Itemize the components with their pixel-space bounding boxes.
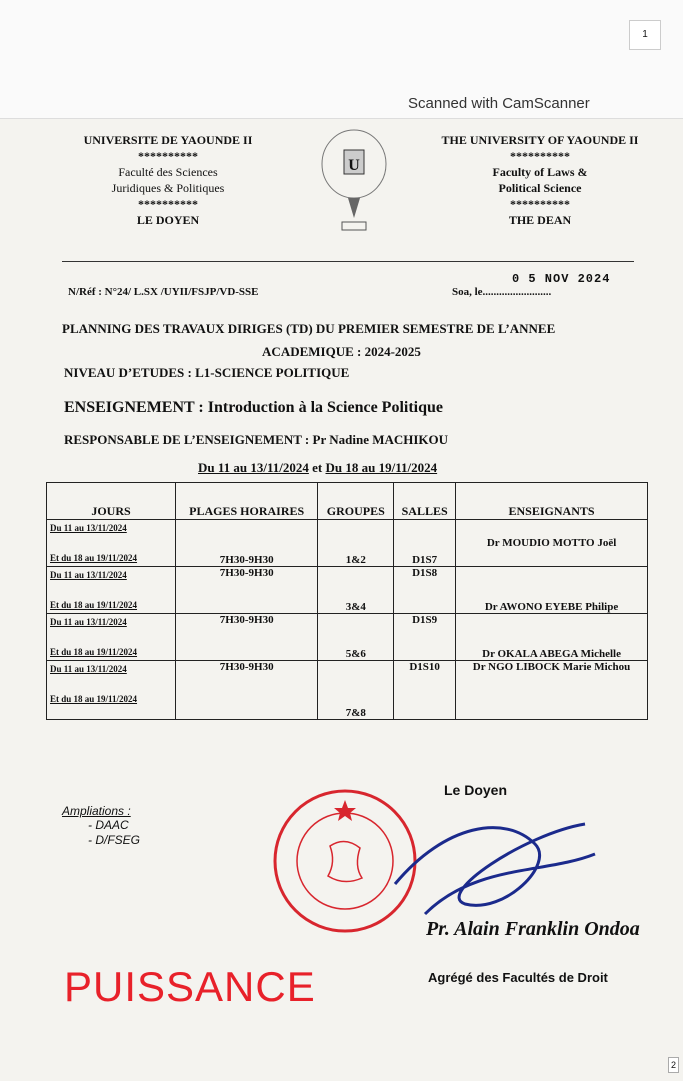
hours-cell: 7H30-9H30	[176, 567, 318, 614]
table-row	[47, 614, 648, 661]
groups-cell: 1&2	[318, 520, 394, 567]
signatory-role: Le Doyen	[444, 782, 508, 798]
scanner-top-strip	[0, 0, 683, 119]
table-header-row	[47, 483, 648, 520]
ampliations	[62, 804, 140, 848]
document-title-line2: ACADEMIQUE : 2024-2025	[262, 344, 421, 359]
place-date: Soa, le.........................	[452, 286, 552, 298]
corner-page-number: 2	[668, 1057, 679, 1073]
col-header-groupes: GROUPES	[318, 483, 394, 520]
teacher-cell: Dr NGO LIBOCK Marie Michou	[456, 661, 648, 720]
header-right-line1: THE UNIVERSITY OF YAOUNDE II	[441, 133, 639, 147]
page-indicator: 1	[629, 20, 661, 50]
course-title: ENSEIGNEMENT : Introduction à la Science Politique	[64, 399, 443, 416]
header-right	[420, 132, 660, 229]
header-divider	[62, 261, 634, 262]
day-range-a: Du 11 au 13/11/2024	[50, 570, 127, 580]
groups-cell: 5&6	[318, 614, 394, 661]
header-left-stars2: **********	[138, 197, 198, 211]
room-cell: D1S9	[394, 614, 456, 661]
document-page	[0, 118, 683, 1081]
header-left-line2: Faculté des Sciences	[118, 165, 218, 179]
ampliations-title: Ampliations :	[62, 804, 131, 818]
reference-number: N/Réf : N°24/ L.SX /UYII/FSJP/VD-SSE	[68, 286, 259, 298]
col-header-plages: PLAGES HORAIRES	[176, 483, 318, 520]
day-range-b: Et du 18 au 19/11/2024	[50, 647, 138, 657]
day-range-a: Du 11 au 13/11/2024	[50, 664, 127, 674]
col-header-jours: JOURS	[47, 483, 176, 520]
table-row	[47, 661, 648, 720]
date-range-first: Du 11 au 13/11/2024	[198, 460, 309, 475]
header-left-stars1: **********	[138, 149, 198, 163]
day-range-a: Du 11 au 13/11/2024	[50, 617, 127, 627]
date-stamp: 0 5 NOV 2024	[512, 272, 611, 286]
header-left-line4: LE DOYEN	[136, 213, 200, 227]
room-cell: D1S10	[394, 661, 456, 720]
signatory-name: Pr. Alain Franklin Ondoa	[426, 918, 640, 940]
groups-cell: 7&8	[318, 661, 394, 720]
room-cell: D1S7	[394, 520, 456, 567]
table-row	[47, 567, 648, 614]
room-cell: D1S8	[394, 567, 456, 614]
day-cell	[47, 614, 176, 661]
overlay-watermark-text: PUISSANCE	[64, 963, 316, 1010]
schedule-table	[46, 482, 648, 720]
date-range-second: Du 18 au 19/11/2024	[325, 460, 438, 475]
header-left-line1: UNIVERSITE DE YAOUNDE II	[83, 133, 253, 147]
study-level: NIVEAU D’ETUDES : L1-SCIENCE POLITIQUE	[64, 365, 350, 380]
teacher-cell: Dr MOUDIO MOTTO Joël	[456, 520, 648, 567]
day-range-b: Et du 18 au 19/11/2024	[50, 694, 138, 704]
teacher-cell: Dr OKALA ABEGA Michelle	[456, 614, 648, 661]
ampliation-item: - D/FSEG	[88, 833, 141, 847]
teacher-cell: Dr AWONO EYEBE Philipe	[456, 567, 648, 614]
course-responsible: RESPONSABLE DE L’ENSEIGNEMENT : Pr Nadine MACHIKOU	[64, 432, 449, 447]
day-cell	[47, 567, 176, 614]
hours-cell: 7H30-9H30	[176, 614, 318, 661]
header-right-line4: THE DEAN	[508, 213, 572, 227]
svg-text:U: U	[348, 157, 360, 174]
date-range-sep: et	[312, 460, 323, 475]
scanner-banner: Scanned with CamScanner	[408, 95, 590, 112]
signature-icon	[385, 804, 605, 934]
day-range-a: Du 11 au 13/11/2024	[50, 523, 127, 533]
col-header-enseignants: ENSEIGNANTS	[456, 483, 648, 520]
hours-cell: 7H30-9H30	[176, 520, 318, 567]
date-range	[198, 460, 437, 476]
header-right-stars1: **********	[510, 149, 570, 163]
day-cell	[47, 520, 176, 567]
groups-cell: 3&4	[318, 567, 394, 614]
day-range-b: Et du 18 au 19/11/2024	[50, 553, 138, 563]
university-logo-icon	[318, 128, 390, 240]
day-cell	[47, 661, 176, 720]
header-right-line3: Political Science	[498, 181, 582, 195]
ampliation-item: - DAAC	[88, 818, 129, 832]
document-title-line1: PLANNING DES TRAVAUX DIRIGES (TD) DU PREMIER SEMESTRE DE L’ANNEE	[62, 321, 556, 336]
hours-cell: 7H30-9H30	[176, 661, 318, 720]
header-left-line3: Juridiques & Politiques	[111, 181, 225, 195]
header-right-stars2: **********	[510, 197, 570, 211]
day-range-b: Et du 18 au 19/11/2024	[50, 600, 138, 610]
header-left	[48, 132, 288, 229]
col-header-salles: SALLES	[394, 483, 456, 520]
table-row	[47, 520, 648, 567]
header-right-line2: Faculty of Laws &	[492, 165, 588, 179]
signatory-title: Agrégé des Facultés de Droit	[428, 970, 608, 985]
